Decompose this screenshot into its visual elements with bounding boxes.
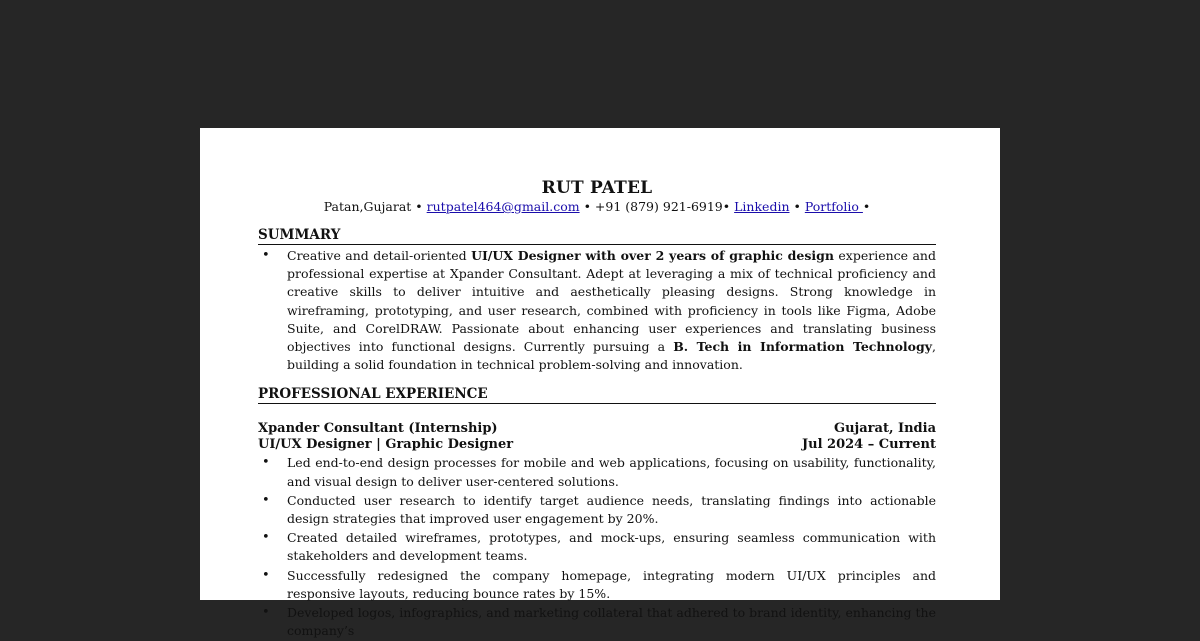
company-name: Xpander Consultant (Internship): [258, 421, 498, 437]
summary-highlight: UI/UX Designer with over 2 years of graphic design: [471, 248, 834, 263]
summary-list: [258, 247, 936, 374]
summary-text: , building a solid foundation in technical problem-solving and innovation.: [287, 339, 936, 373]
contact-separator: •: [411, 199, 427, 214]
resume-page: [200, 128, 1000, 639]
email-link[interactable]: rutpatel464@gmail.com: [426, 199, 580, 214]
experience-entry: [258, 421, 936, 640]
portfolio-link[interactable]: Portfolio: [804, 199, 863, 214]
experience-bullets: [258, 454, 936, 640]
summary-item: [258, 247, 936, 374]
contact-separator: •: [579, 199, 595, 214]
summary-text: Creative and detail-oriented: [287, 248, 472, 263]
experience-heading: PROFESSIONAL EXPERIENCE: [258, 386, 936, 404]
role-header: [258, 437, 936, 453]
summary-text: experience and professional expertise at Xpander Consultant. Adept at leveraging a mix of technical proficiency and creative skills to deliver intuitive and aesthetically pleasing designs. Strong knowledge in wireframing, prototyping, and user research, combined with proficiency in tools like Figma, Adobe Suite, and CorelDRAW. Passionate about enhancing user experiences and translating business objectives into functional designs. Currently pursuing a: [287, 248, 936, 355]
experience-bullet: • Created detailed wireframes, prototypes, and mock-ups, ensuring seamless communication with stakeholders and development teams.: [258, 529, 936, 565]
job-dates: Jul 2024 – Current: [801, 437, 936, 453]
experience-bullet: • Developed logos, infographics, and marketing collateral that adhered to brand identity, enhancing the company’s: [258, 604, 936, 640]
summary-highlight: B. Tech in Information Technology: [673, 339, 933, 355]
contact-separator: •: [862, 199, 871, 214]
linkedin-link[interactable]: Linkedin: [734, 199, 790, 214]
contact-separator: •: [789, 199, 805, 214]
summary-heading: SUMMARY: [258, 227, 936, 245]
experience-header: [258, 421, 936, 437]
experience-bullet: • Conducted user research to identify target audience needs, translating findings into actionable design strategies that improved user engagement by 20%.: [258, 492, 936, 528]
contact-location: Patan,Gujarat: [323, 199, 412, 214]
contact-line: [258, 199, 936, 215]
resume-name: RUT PATEL: [541, 178, 653, 198]
resume-content: [258, 178, 936, 641]
contact-separator: •: [722, 199, 735, 214]
company-location: Gujarat, India: [834, 421, 936, 437]
job-role: UI/UX Designer | Graphic Designer: [258, 437, 514, 453]
experience-bullet: • Successfully redesigned the company homepage, integrating modern UI/UX principles and responsive layouts, reducing bounce rates by 15%.: [258, 567, 936, 603]
contact-phone: +91 (879) 921-6919: [594, 199, 723, 214]
experience-bullet: • Led end-to-end design processes for mobile and web applications, focusing on usability, functionality, and visual design to deliver user-centered solutions.: [258, 454, 936, 490]
